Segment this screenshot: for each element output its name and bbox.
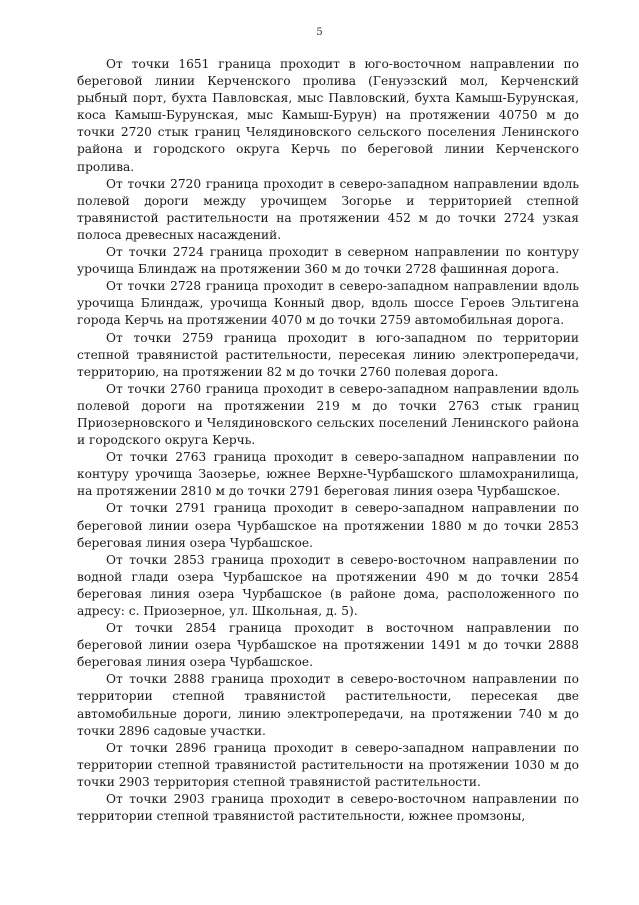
paragraph: От точки 2724 граница проходит в северном направлении по контуру урочища Блиндаж на протяжении 360 м до точки 2728 фашинная дорога. xyxy=(77,245,579,277)
paragraph: От точки 2791 граница проходит в северо-западном направлении по береговой линии озера Чурбашское на протяжении 1880 м до точки 2853 береговая линия озера Чурбашское. xyxy=(77,501,579,550)
page-number: 5 xyxy=(316,27,323,38)
document-body xyxy=(77,56,579,825)
paragraph: От точки 2903 граница проходит в северо-восточном направлении по территории степной травянистой растительности, южнее промзоны, xyxy=(77,792,579,824)
paragraph: От точки 2760 граница проходит в северо-западном направлении вдоль полевой дороги на протяжении 219 м до точки 2763 стык границ Приозерновского и Челядиновского сельских поселений Ленинского района и городского округа Керчь. xyxy=(77,381,579,448)
paragraph: От точки 2896 граница проходит в северо-западном направлении по территории степной травянистой растительности на протяжении 1030 м до точки 2903 территория степной травянистой растительности. xyxy=(77,740,579,789)
paragraph: От точки 2759 граница проходит в юго-западном по территории степной травянистой растительности, пересекая линию электропередачи, территорию, на протяжении 82 м до точки 2760 полевая дорога. xyxy=(77,330,579,379)
paragraph: От точки 2720 граница проходит в северо-западном направлении вдоль полевой дороги между урочищем Зогорье и территорией степной травянистой растительности на протяжении 452 м до точки 2724 узкая полоса древесных насаждений. xyxy=(77,176,579,242)
paragraph: От точки 2853 граница проходит в северо-восточном направлении по водной глади озера Чурбашское на протяжении 490 м до точки 2854 береговая линия озера Чурбашское (в районе дома, расположенного по адресу: с. Приозерное, ул. Школьная, д. 5). xyxy=(77,552,579,618)
paragraph: От точки 2854 граница проходит в восточном направлении по береговой линии озера Чурбашское на протяжении 1491 м до точки 2888 береговая линия озера Чурбашское. xyxy=(77,621,579,670)
paragraph: От точки 2763 граница проходит в северо-западном направлении по контуру урочища Заозерье, южнее Верхне-Чурбашского шламохранилища, на протяжении 2810 м до точки 2791 береговая линия озера Чурбашское. xyxy=(77,450,579,499)
paragraph: От точки 2888 граница проходит в северо-восточном направлении по территории степной травянистой растительности, пересекая две автомобильные дороги, линию электропередачи, на протяжении 740 м до точки 2896 садовые участки. xyxy=(77,672,579,738)
paragraph: От точки 1651 граница проходит в юго-восточном направлении по береговой линии Керченского пролива (Генуэзский мол, Керченский рыбный порт, бухта Павловская, мыс Павловский, бухта Камыш-Бурунская, коса Камыш-Бурунская, мыс Камыш-Бурун) на протяжении 40750 м до точки 2720 стык границ Челядиновского сельского поселения Ленинского района и городского округа Керчь по береговой линии Керченского пролива. xyxy=(77,57,579,174)
paragraph: От точки 2728 граница проходит в северо-западном направлении вдоль урочища Блиндаж, урочища Конный двор, вдоль шоссе Героев Эльтигена города Керчь на протяжении 4070 м до точки 2759 автомобильная дорога. xyxy=(77,279,579,328)
